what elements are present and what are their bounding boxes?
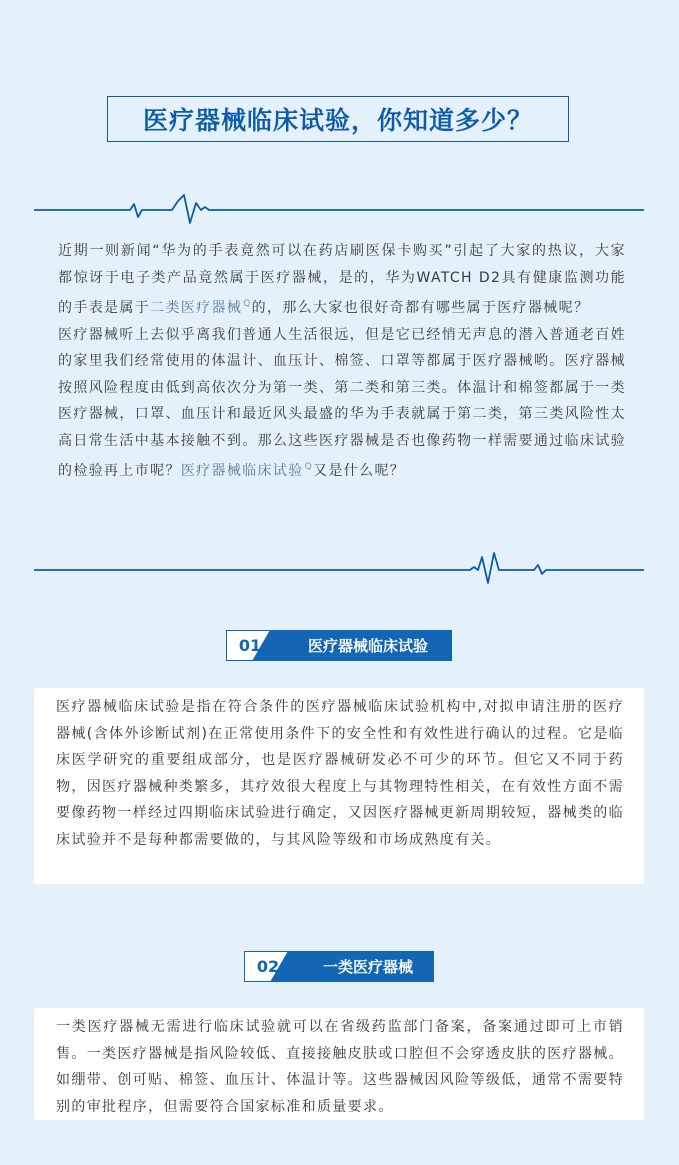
search-icon[interactable]: Q [243,299,252,309]
keyword-link-class-two-device[interactable]: 二类医疗器械 [150,300,243,316]
section-heading: 医疗器械临床试验 [307,637,428,655]
title-box [107,96,569,142]
keyword-link-clinical-trial[interactable]: 医疗器械临床试验 [180,463,304,479]
section-02-card [34,1008,644,1120]
heartbeat-divider-top [0,187,679,237]
page-title: 医疗器械临床试验，你知道多少？ [142,106,533,135]
section-02-badge [244,951,434,982]
intro-text [58,238,626,485]
search-icon[interactable]: Q [304,462,314,472]
section-number: 02 [245,952,291,981]
section-01-badge [226,630,452,661]
section-01-card [34,688,644,884]
heartbeat-divider-bottom [0,543,679,593]
section-body: 医疗器械临床试验是指在符合条件的医疗器械临床试验机构中,对拟申请注册的医疗器械(含体外诊断试剂)在正常使用条件下的安全性和有效性进行确认的过程。它是临床医学研究的重要组成部分，也是医疗器械研发必不可少的环节。但它又不同于药物，因医疗器械种类繁多，其疗效很大程度上与其物理特性相关，在有效性方面不需要像药物一样经过四期临床试验进行确定，又因医疗器械更新周期较短，器械类的临床试验并不是每种都需要做的，与其风险等级和市场成熟度有关。 [56,699,624,848]
section-number: 01 [227,631,273,660]
section-body: 一类医疗器械无需进行临床试验就可以在省级药监部门备案，备案通过即可上市销售。一类医疗器械是指风险较低、直接接触皮肤或口腔但不会穿透皮肤的医疗器械。如绷带、创可贴、棉签、血压计、体温计等。这些器械因风险等级低，通常不需要特别的审批程序，但需要符合国家标准和质量要求。 [56,1019,624,1115]
section-heading: 一类医疗器械 [322,958,413,976]
intro-paragraph-1: 近期一则新闻“华为的手表竟然可以在药店刷医保卡购买”引起了大家的热议，大家都惊讶于电子类产品竟然属于医疗器械，是的，华为WATCH D2具有健康监测功能的手表是属于二类医疗器械$^Q$的，那么大家也很好奇都有哪些属于医疗器械呢？ [58,243,626,316]
intro-paragraph-2: 医疗器械听上去似乎离我们普通人生活很远，但是它已经悄无声息的潜入普通老百姓的家里我们经常使用的体温计、血压计、棉签、口罩等都属于医疗器械哟。医疗器械按照风险程度由低到高依次分为第一类、第二类和第三类。体温计和棉签都属于一类医疗器械，口罩、血压计和最近风头最盛的华为手表就属于第二类，第三类风险性太高日常生活中基本接触不到。那么这些医疗器械是否也像药物一样需要通过临床试验的检验再上市呢？医疗器械临床试验$^Q$又是什么呢？ [58,326,626,479]
